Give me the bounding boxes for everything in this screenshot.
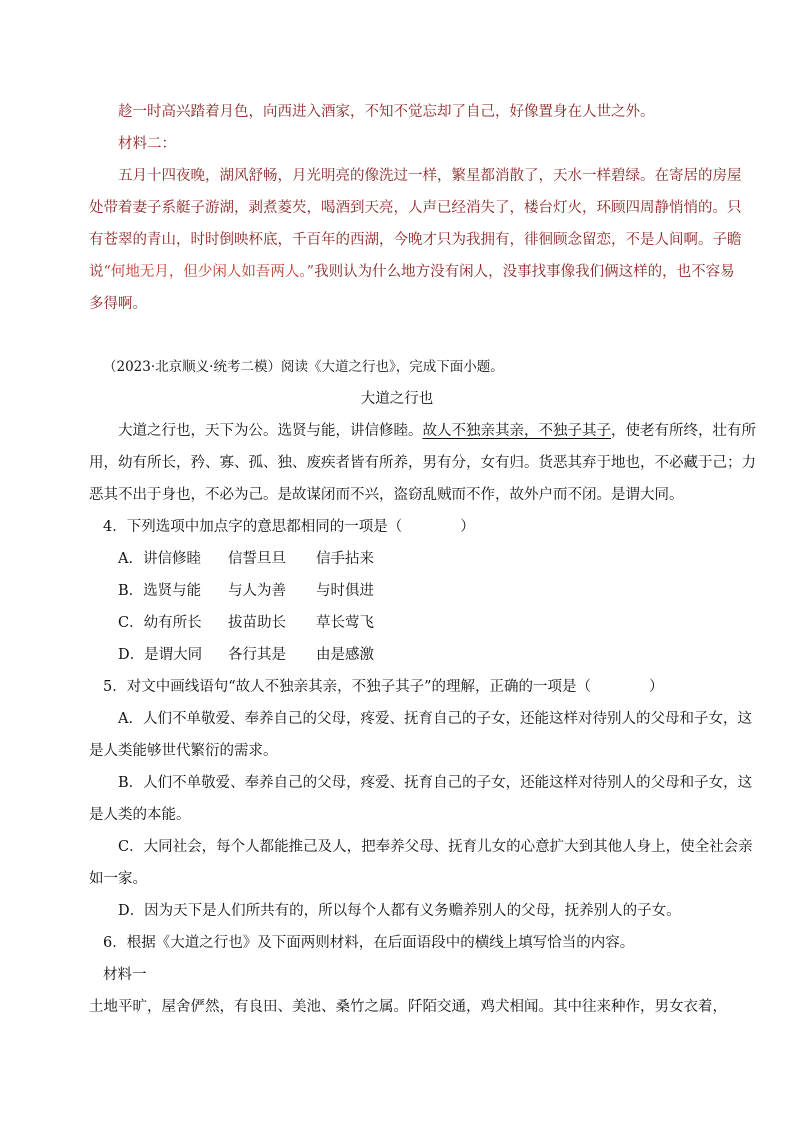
- q5-option-d[interactable]: D．因为天下是人们所共有的，所以每个人都有义务赡养别人的父母，抚养别人的子女。: [118, 903, 681, 919]
- text-line: 恶其不出于身也，不必为己。是故谋闭而不兴，盗窃乱贼而不作，故外户而不闭。是谓大同。: [89, 487, 684, 503]
- option-word: 由是感激: [316, 647, 374, 663]
- material2-quote: “何地无月，但少闲人如吾两人。”: [103, 264, 315, 280]
- material2-line: 五月十四夜晚，湖风舒畅，月光明亮的像洗过一样，繁星都消散了，天水一样碧绿。在寄居的房屋: [118, 168, 742, 184]
- q4-option-d[interactable]: [118, 645, 374, 665]
- q4-option-a[interactable]: [118, 549, 374, 569]
- option-word: 拔苗助长: [228, 615, 286, 631]
- source-line: （2023·北京顺义·统考二模）阅读《大道之行也》，完成下面小题。: [103, 359, 504, 375]
- q5-option-a-cont: 是人类能够世代繁衍的需求。: [89, 743, 278, 759]
- text-title: 大道之行也: [360, 391, 434, 407]
- material1-end: 趁一时高兴踏着月色，向西进入酒家，不知不觉忘却了自己，好像置身在人世之外。: [118, 104, 655, 120]
- material2-label: 材料二：: [118, 136, 176, 152]
- q6-material1-line: 土地平旷，屋舍俨然，有良田、美池、桑竹之属。阡陌交通，鸡犬相闻。其中往来种作，男女衣着，: [89, 999, 727, 1015]
- text-segment: 大道之行也，天下为公。选贤与能，讲信修睦。: [118, 423, 423, 439]
- q5-option-a[interactable]: A．人们不单敬爱、奉养自己的父母，疼爱、抚育自己的子女，还能这样对待别人的父母和子女，这: [118, 711, 752, 727]
- material2-text: 说: [89, 264, 104, 280]
- q5-option-c-cont: 如一家。: [89, 871, 147, 887]
- question-6-stem: 6．根据《大道之行也》及下面两则材料，在后面语段中的横线上填写恰当的内容。: [103, 935, 635, 951]
- q6-material1-label: 材料一: [103, 967, 147, 983]
- q5-option-c[interactable]: C．大同社会，每个人都能推己及人，把奉养父母、抚育儿女的心意扩大到其他人身上，使全社会亲: [118, 839, 753, 855]
- q4-option-c[interactable]: [118, 613, 374, 633]
- material2-line: 多得啊。: [89, 296, 147, 312]
- q4-option-b[interactable]: [118, 581, 374, 601]
- option-word: 信手拈来: [316, 551, 374, 567]
- question-4-stem: 4．下列选项中加点字的意思都相同的一项是（ ）: [103, 519, 475, 535]
- option-word: 与时俱进: [316, 583, 374, 599]
- q5-option-b[interactable]: B．人们不单敬爱、奉养自己的父母，疼爱、抚育自己的子女，还能这样对待别人的父母和子女，这: [118, 775, 753, 791]
- text-line: [118, 421, 756, 441]
- option-key: B．选贤与能: [118, 583, 202, 599]
- material2-line: [89, 262, 735, 282]
- option-key: A．讲信修睦: [118, 551, 201, 567]
- underlined-sentence: 故人不独亲其亲，不独子其子: [422, 423, 611, 439]
- option-key: C．幼有所长: [118, 615, 202, 631]
- text-segment: ，使老有所终，壮有所: [611, 423, 756, 439]
- option-word: 信誓旦旦: [228, 551, 286, 567]
- option-word: 与人为善: [228, 583, 286, 599]
- option-word: 草长莺飞: [316, 615, 374, 631]
- option-key: D．是谓大同: [118, 647, 203, 663]
- option-word: 各行其是: [228, 647, 286, 663]
- q5-option-b-cont: 是人类的本能。: [89, 807, 191, 823]
- material2-line: 处带着妻子系艇子游湖，剥煮菱芡，喝酒到天亮，人声已经消失了，楼台灯火，环顾四周静悄悄的。只: [89, 200, 742, 216]
- material2-text: 我则认为什么地方没有闲人，没事找事像我们俩这样的，也不容易: [314, 264, 735, 280]
- material2-line: 有苍翠的青山，时时倒映杯底，千百年的西湖，今晚才只为我拥有，徘徊顾念留恋，不是人间啊。子瞻: [89, 232, 742, 248]
- text-line: 用，幼有所长，矜、寡、孤、独、废疾者皆有所养，男有分，女有归。货恶其弃于地也，不必藏于己；力: [89, 455, 756, 471]
- question-5-stem: 5．对文中画线语句“故人不独亲其亲，不独子其子”的理解，正确的一项是（ ）: [103, 679, 664, 695]
